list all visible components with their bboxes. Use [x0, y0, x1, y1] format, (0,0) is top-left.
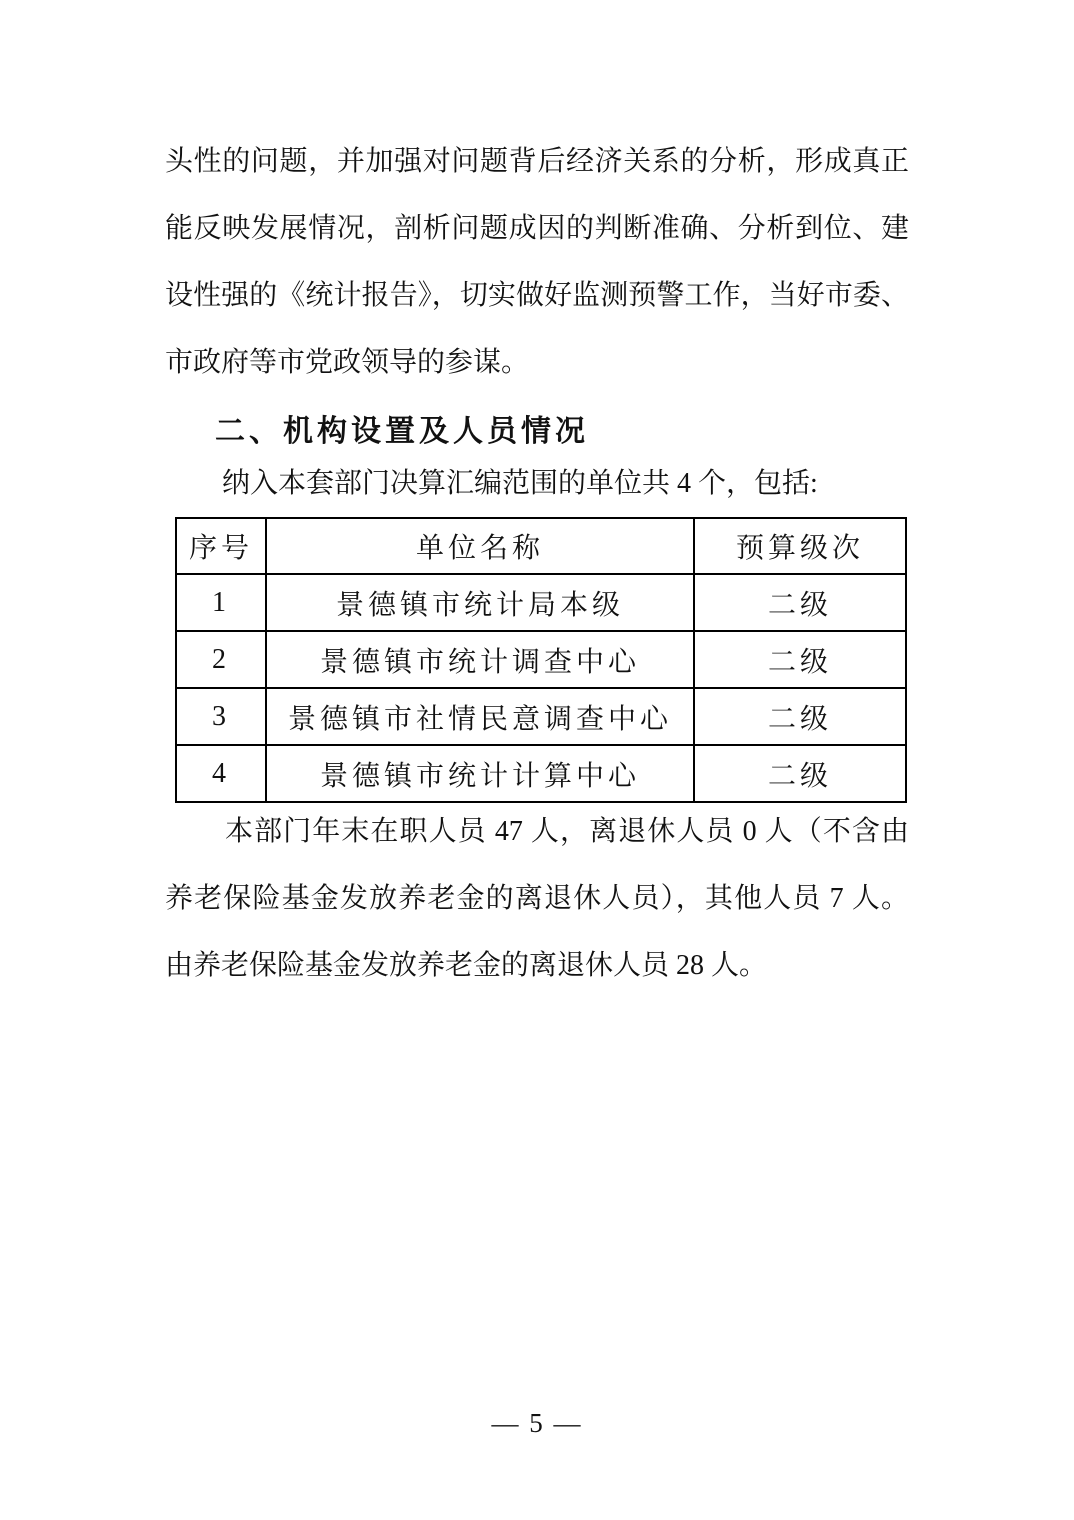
- column-header: 序号: [176, 518, 266, 574]
- section-heading: 二、机构设置及人员情况: [215, 415, 589, 448]
- column-header: 单位名称: [266, 518, 694, 574]
- text-line: 设性强的《统计报告》，切实做好监测预警工作，当好市委、: [165, 280, 909, 311]
- units-table-body: [176, 574, 906, 802]
- page-number: — 5 —: [491, 1408, 583, 1438]
- units-table: [175, 517, 907, 803]
- text-line: 由养老保险基金发放养老金的离退休人员 28 人。: [165, 950, 768, 981]
- table-cell: 1: [176, 574, 266, 631]
- text-line: 养老保险基金发放养老金的离退休人员），其他人员 7 人。: [165, 883, 909, 914]
- table-cell: 景德镇市统计局本级: [266, 574, 694, 631]
- units-table-header-row: [176, 518, 906, 574]
- table-row: [176, 688, 906, 745]
- text-line: 头性的问题，并加强对问题背后经济关系的分析，形成真正: [165, 146, 909, 177]
- intro-line: 纳入本套部门决算汇编范围的单位共 4 个，包括:: [222, 468, 818, 499]
- table-cell: 二级: [694, 631, 906, 688]
- table-cell: 3: [176, 688, 266, 745]
- table-cell: 二级: [694, 574, 906, 631]
- table-cell: 二级: [694, 688, 906, 745]
- units-table-header: [176, 518, 906, 574]
- table-cell: 景德镇市社情民意调查中心: [266, 688, 694, 745]
- text-line: 本部门年末在职人员 47 人，离退休人员 0 人（不含由: [225, 816, 909, 847]
- table-row: [176, 631, 906, 688]
- personnel-paragraph: [165, 798, 909, 999]
- table-cell: 4: [176, 745, 266, 802]
- table-cell: 景德镇市统计计算中心: [266, 745, 694, 802]
- table-row: [176, 574, 906, 631]
- continuation-paragraph: [165, 128, 909, 396]
- column-header: 预算级次: [694, 518, 906, 574]
- table-cell: 2: [176, 631, 266, 688]
- table-cell: 景德镇市统计调查中心: [266, 631, 694, 688]
- table-row: [176, 745, 906, 802]
- text-line: 能反映发展情况，剖析问题成因的判断准确、分析到位、建: [165, 213, 909, 244]
- table-cell: 二级: [694, 745, 906, 802]
- text-line: 市政府等市党政领导的参谋。: [165, 347, 530, 378]
